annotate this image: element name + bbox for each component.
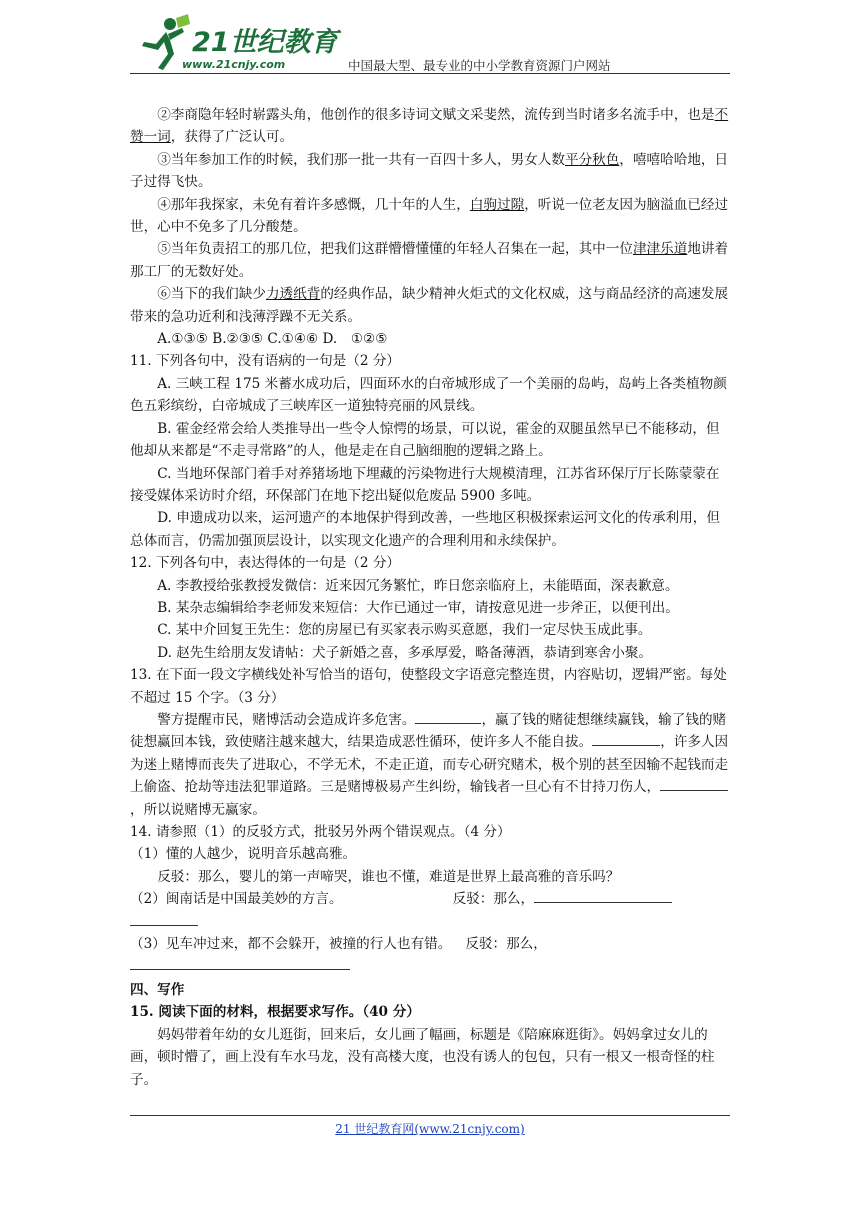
section-writing-title: 四、写作 [130, 982, 185, 999]
q13-stem: 13. 在下面一段文字横线处补写恰当的语句，使整段文字语意完整连贯，内容贴切，逻辑严密。每处不超过 15 个字。（3 分） [130, 667, 727, 706]
q10-sentence-2: ②李商隐年轻时崭露头角，他创作的很多诗词文赋文采斐然，流传到当时诸多名流手中，也是不赞一词，获得了广泛认可。 [130, 107, 729, 146]
header-divider [130, 73, 730, 74]
q12-stem: 12. 下列各句中，表达得体的一句是（2 分） [130, 555, 401, 572]
q15-material: 妈妈带着年幼的女儿逛街，回来后，女儿画了幅画，标题是《陪麻麻逛街》。妈妈拿过女儿的画，顿时懵了，画上没有车水马龙，没有高楼大度，也没有诱人的包包，只有一根又一根奇怪的柱子。 [130, 1026, 715, 1088]
q15-stem: 15. 阅读下面的材料，根据要求写作。（40 分） [130, 1004, 420, 1021]
exam-content [130, 104, 732, 1091]
footer-link[interactable]: 21 世纪教育网(www.21cnjy.com) [335, 1122, 525, 1136]
q14-blank-3-cont [130, 955, 732, 979]
logo-text: 21世纪教育 [192, 27, 338, 58]
site-logo[interactable] [130, 14, 340, 76]
q11-option-c: C. 当地环保部门着手对养猪场地下埋藏的污染物进行大规模清理，江苏省环保厅厅长陈蒙蒙在接受媒体采访时介绍，环保部门在地下挖出疑似危废品 5900 多吨。 [130, 465, 720, 504]
q12-option-d: D. 赵先生给朋友发请帖：犬子新婚之喜，多承厚爱，略备薄酒，恭请到寒舍小聚。 [157, 644, 653, 661]
logo-url: www.21cnjy.com [182, 58, 286, 71]
q10-sentence-4: ④那年我探家，未免有着许多感慨，几十年的人生，白驹过隙，听说一位老友因为脑溢血已经过世，心中不免多了几分酸楚。 [130, 196, 729, 236]
q14-item-3: （3）见车冲过来，都不会躲开，被撞的行人也有错。 反驳：那么， [130, 935, 547, 952]
q14-rebuttal-1: 反驳：那么，婴儿的第一声啼哭，谁也不懂，难道是世界上最高雅的音乐吗？ [157, 868, 620, 885]
footer-divider [130, 1115, 730, 1116]
q14-rebuttal-3: 反驳：那么， [465, 935, 547, 952]
q10-sentence-3: ③当年参加工作的时候，我们那一批一共有一百四十多人，男女人数平分秋色，嘻嘻哈哈地，日子过得飞快。 [130, 151, 729, 191]
q11-option-a: A. 三峡工程 175 米蓄水成功后，四面环水的白帝城形成了一个美丽的岛屿，岛屿上各类植物颜色五彩缤纷，白帝城成了三峡库区一道独特亮丽的风景线。 [130, 375, 727, 415]
q13-passage: 警方提醒市民，赌博活动会造成许多危害。 ，赢了钱的赌徒想继续赢钱，输了钱的赌徒想赢回本钱，致使赌注越来越大，结果造成恶性循环，使许多人不能自拔。 ，许多人因为迷上赌博而丧失了进取心，不学无术，不走正道，而专心研究赌术，极个别的甚至因输不起钱而走上偷盗、抢劫等违法犯罪道路。三是赌博极易产生纠纷，输钱者一旦心有不甘持刀伤人，，所以说赌博无赢家。 [130, 709, 732, 821]
q11-stem: 11. 下列各句中，没有语病的一句是（2 分） [130, 353, 401, 370]
q13-blank-2[interactable] [592, 731, 660, 746]
q12-option-b: B. 某杂志编辑给李老师发来短信：大作已通过一审，请按意见进一步斧正，以便刊出。 [157, 599, 679, 616]
q12-option-c: C. 某中介回复王先生：您的房屋已有买家表示购买意愿，我们一定尽快玉成此事。 [157, 622, 652, 639]
q12-option-a: A. 李教授给张教授发微信：近来因冗务繁忙，昨日您亲临府上，未能晤面，深表歉意。 [157, 577, 679, 594]
q10-sentence-5: ⑤当年负责招工的那几位，把我们这群懵懵懂懂的年轻人召集在一起，其中一位津津乐道地讲着那工厂的无数好处。 [130, 241, 729, 280]
q14-stem: 14. 请参照（1）的反驳方式，批驳另外两个错误观点。（4 分） [130, 824, 511, 840]
q14-blank-3-line[interactable] [130, 955, 350, 970]
site-slogan: 中国最大型、最专业的中小学教育资源门户网站 [348, 58, 611, 73]
page-header [130, 14, 730, 76]
q14-item-1: （1）懂的人越少，说明音乐越高雅。 [130, 846, 357, 863]
q11-option-b: B. 霍金经常会给人类推导出一些令人惊愕的场景，可以说，霍金的双腿虽然早已不能移动，但他却从来都是“不走寻常路”的人，他是走在自己脑细胞的逻辑之路上。 [130, 420, 720, 460]
q14-rebuttal-2: 反驳：那么， [452, 891, 535, 908]
page-footer [130, 1120, 730, 1137]
q10-options: A.①③⑤ B.②③⑤ C.①④⑥ D. ①②⑤ [157, 331, 388, 348]
q14-blank-2-cont [130, 911, 732, 933]
q14-blank-2[interactable] [534, 888, 672, 903]
q10-sentence-6: ⑥当下的我们缺少力透纸背的经典作品，缺少精神火炬式的文化权威，这与商品经济的高速发展带来的急功近利和浅薄浮躁不无关系。 [130, 286, 729, 325]
q14-item-2: （2）闽南话是中国最美妙的方言。 反驳：那么， [130, 888, 732, 910]
q13-blank-1[interactable] [415, 709, 481, 724]
q11-option-d: D. 申遗成功以来，运河遗产的本地保护得到改善，一些地区积极探索运河文化的传承利用，但总体而言，仍需加强顶层设计，以实现文化遗产的合理利用和永续保护。 [130, 510, 720, 549]
q13-blank-3[interactable] [660, 776, 728, 791]
q14-blank-2-line[interactable] [130, 911, 198, 926]
